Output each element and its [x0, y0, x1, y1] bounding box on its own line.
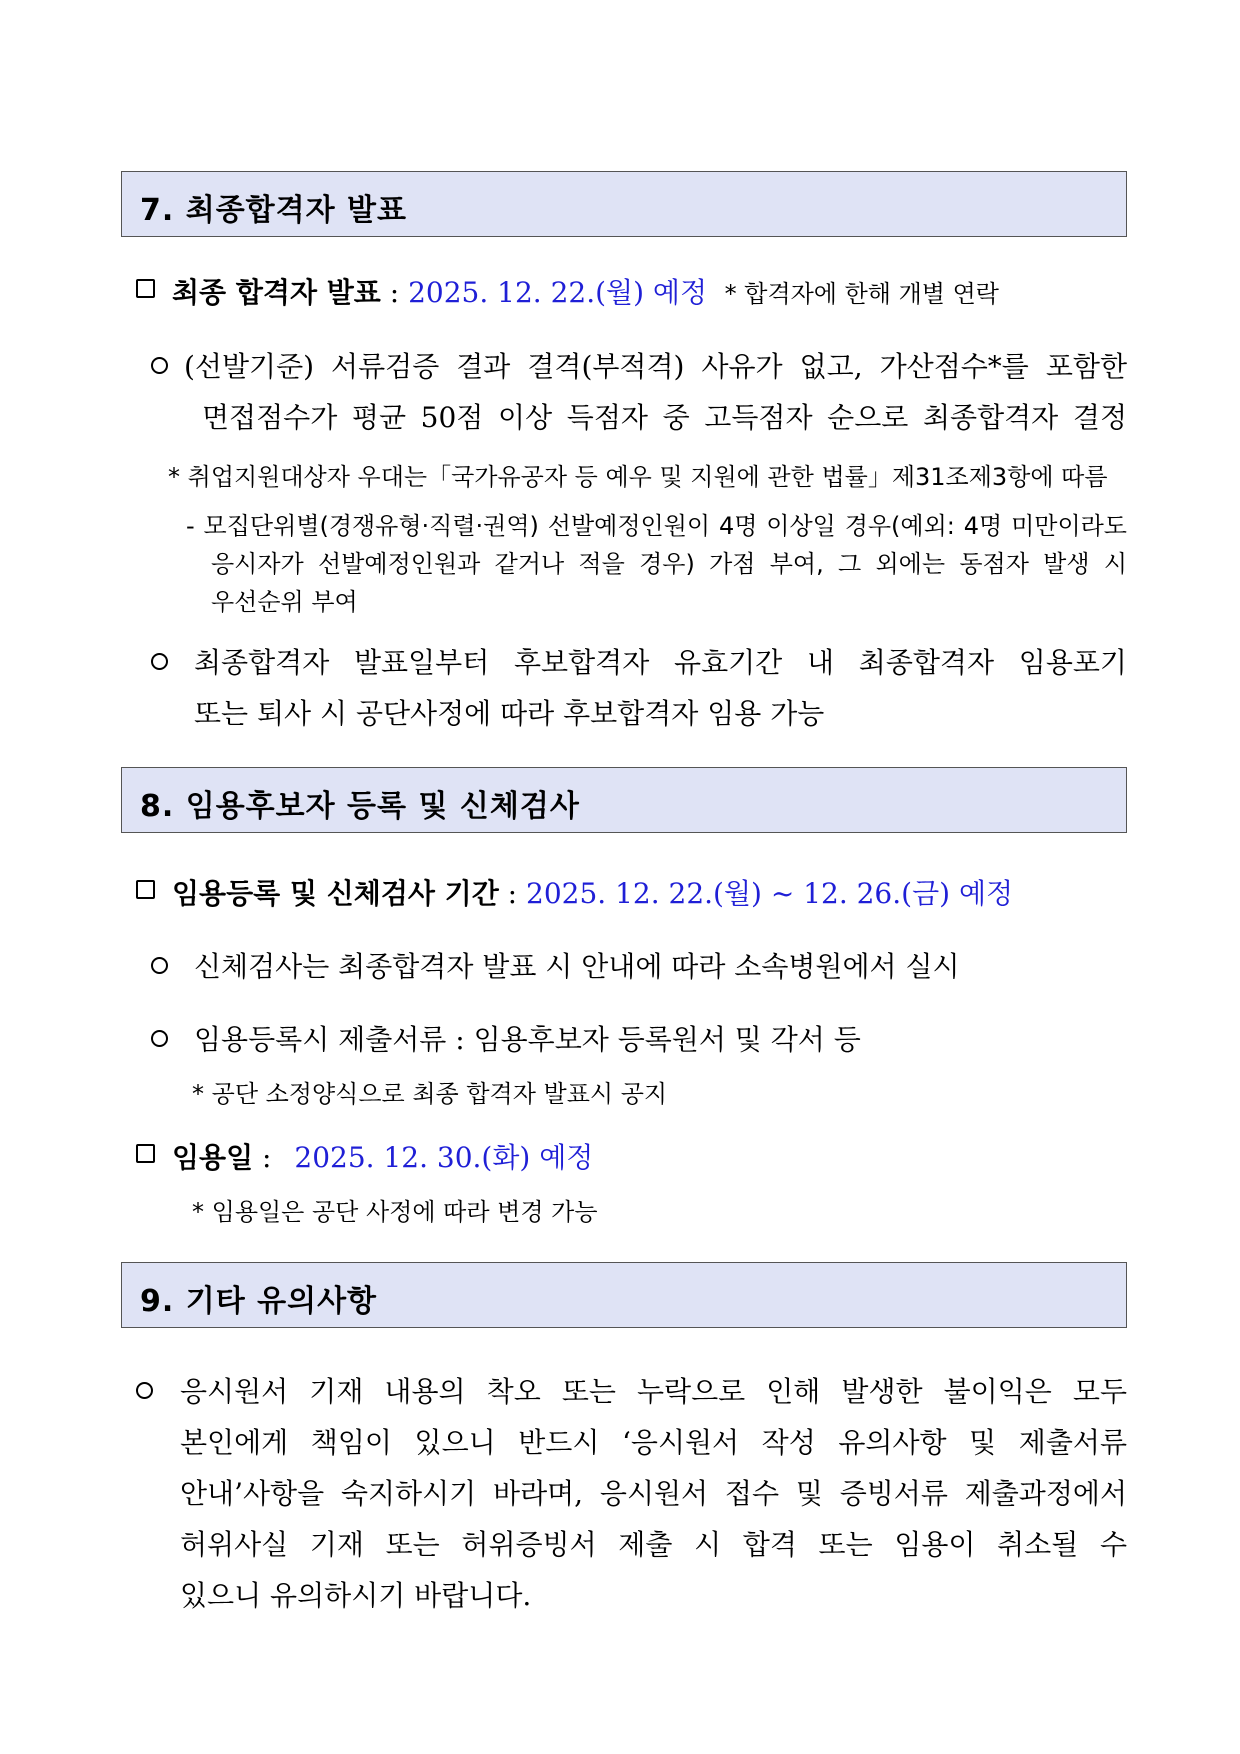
notice-line1: 응시원서 기재 내용의 착오 또는 누락으로 인해 발생한 불이익은 모두 [180, 1375, 1127, 1408]
section-8-title: 8. 임용후보자 등록 및 신체검사 [140, 789, 580, 824]
appointment-date-line [172, 1136, 593, 1176]
footnote-veterans: * 취업지원대상자 우대는「국가유공자 등 예우 및 지원에 관한 법률」제31조제3항에 따름 [168, 463, 1108, 491]
selection-criteria-line2: 면접점수가 평균 50점 이상 득점자 중 고득점자 순으로 최종합격자 결정 [202, 401, 1127, 434]
registration-period-line [172, 872, 1013, 912]
circle-bullet-icon [151, 357, 168, 374]
section-7-title: 7. 최종합격자 발표 [140, 193, 408, 228]
registration-colon: : [498, 877, 527, 910]
notice-line5: 있으니 유의하시기 바랍니다. [180, 1579, 532, 1612]
notice-line3: 안내’사항을 숙지하시기 바라며, 응시원서 접수 및 증빙서류 제출과정에서 [180, 1477, 1127, 1510]
announcement-line [172, 271, 999, 311]
notice-line2: 본인에게 책임이 있으니 반드시 ‘응시원서 작성 유의사항 및 제출서류 [180, 1426, 1127, 1459]
announcement-label: 최종 합격자 발표 [172, 276, 381, 309]
selection-criteria-line1: (선발기준) 서류검증 결과 결격(부적격) 사유가 없고, 가산점수*를 포함한 [184, 350, 1127, 383]
checkbox-square-icon [136, 880, 155, 899]
reserve-candidates-line2: 또는 퇴사 시 공단사정에 따라 후보합격자 임용 가능 [194, 697, 825, 730]
appointment-label: 임용일 [172, 1141, 254, 1174]
documents-note: * 공단 소정양식으로 최종 합격자 발표시 공지 [192, 1080, 668, 1108]
announcement-note: * 합격자에 한해 개별 연락 [717, 280, 999, 308]
registration-label: 임용등록 및 신체검사 기간 [172, 877, 499, 910]
announcement-colon: : [380, 276, 409, 309]
sub-item-line1: - 모집단위별(경쟁유형·직렬·권역) 선발예정인원이 4명 이상일 경우(예외: 4명 미만이라도 [186, 512, 1127, 540]
appointment-note: * 임용일은 공단 사정에 따라 변경 가능 [192, 1198, 598, 1226]
appointment-date: 2025. 12. 30.(화) 예정 [294, 1141, 594, 1174]
checkbox-square-icon [136, 1144, 155, 1163]
section-9-header [121, 1262, 1127, 1328]
section-9-title: 9. 기타 유의사항 [140, 1284, 378, 1319]
circle-bullet-icon [151, 957, 168, 974]
appointment-colon: : [253, 1141, 281, 1174]
notice-line4: 허위사실 기재 또는 허위증빙서 제출 시 합격 또는 임용이 취소될 수 [180, 1528, 1127, 1561]
section-8-header [121, 767, 1127, 833]
required-documents-line: 임용등록시 제출서류 : 임용후보자 등록원서 및 각서 등 [194, 1023, 861, 1056]
sub-item-line2: 응시자가 선발예정인원과 같거나 적을 경우) 가점 부여, 그 외에는 동점자 발생 시 [211, 550, 1127, 578]
registration-date: 2025. 12. 22.(월) ~ 12. 26.(금) 예정 [526, 877, 1014, 910]
circle-bullet-icon [151, 1030, 168, 1047]
circle-bullet-icon [136, 1382, 153, 1399]
circle-bullet-icon [151, 653, 168, 670]
sub-item-line3: 우선순위 부여 [211, 588, 358, 616]
announcement-date: 2025. 12. 22.(월) 예정 [408, 276, 707, 309]
checkbox-square-icon [136, 279, 155, 298]
section-7-header [121, 171, 1127, 237]
reserve-candidates-line1: 최종합격자 발표일부터 후보합격자 유효기간 내 최종합격자 임용포기 [194, 646, 1127, 679]
medical-exam-line: 신체검사는 최종합격자 발표 시 안내에 따라 소속병원에서 실시 [194, 950, 960, 983]
